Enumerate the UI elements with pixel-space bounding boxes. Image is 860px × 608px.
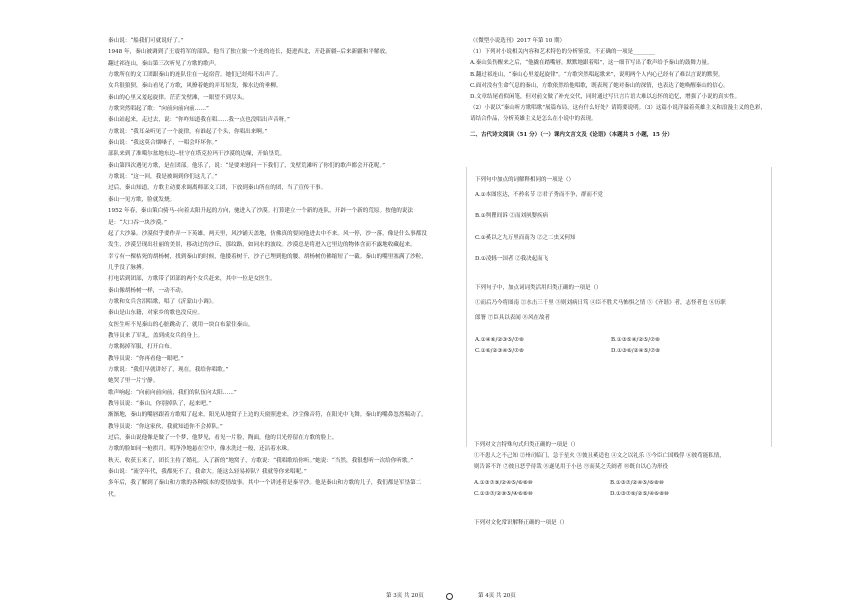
question-stem: （1）下列对小说相关内容和艺术特色的分析鉴赏，不正确的一项是________: [470, 49, 656, 56]
q2-option-c: C.①⑥/②③④⑤/⑦⑧: [475, 347, 524, 354]
story-line: 秦山是山东籍，对家乡的歌也没反应。: [108, 310, 204, 317]
question-box-1: [466, 167, 772, 447]
binding-circle-icon: [446, 593, 453, 600]
story-line: 部队来到了准噶尔盆地东边--驻守在塔克拉玛干沙漠的边缘，开始垦荒。: [108, 151, 286, 158]
story-line: 歌声响起：“向前向前向前，我们的队伍向太阳……”: [108, 389, 237, 396]
left-page-number: 第 3页 共 20页: [386, 593, 424, 599]
q3-items-line: ①不患人之不己知 ②州司临门，急于星火 ③彼且奚适也 ④文之以礼乐 ⑤今臣亡国贱俘 ⑥彼苟能私情，: [474, 453, 725, 460]
story-line: 秦山站起来，走过去，说：“你咋知道我在唱……我一点也没唱出声音呀。”: [108, 117, 290, 124]
story-line: 方歌突然唱起了歌：“向前向前向前……”: [108, 106, 209, 113]
q2-option-a: A.①④⑥/②③⑤/⑦⑧: [475, 336, 524, 343]
story-line: 多年后，我了解到了秦山和方歌的各种版本的爱情故事。其中一个讲述者是秦平沙。他是秦山和方歌的儿子，我们都是军垦第二代。: [108, 480, 422, 498]
story-line: 方歌所在的文工团跟秦山的连队住在一起宿营。她们已经唱不出声了。: [108, 72, 282, 79]
option-c: C.面对没有生命气息的秦山，方歌依然给他唱歌，既表现了她对秦山的深情，也表达了她唤醒秦山的信心。: [470, 82, 729, 89]
q2-items-line: ①而后乃今将图南 ②水击三千里 ③则刘病日笃 ④臣不胜犬马怖惧之情 ⑤《齐谐》者，志怪者也 ⑥历职: [475, 300, 726, 307]
story-line: 1952 年春，秦山策白骑马--向着太阳升起的方向，驰进入了沙漠。打算建立一个新的连队，开辟一个新的荒原。按他的说法是：“大口吞一块沙漠。”: [108, 208, 414, 226]
story-line: 秦山一见方歌，脸就发烧。: [108, 196, 176, 203]
q1-option-d: D.①凌轹一国者 ②我决起而飞: [475, 255, 549, 262]
q3-items-line: 则告诉不许 ⑦彼且恶乎待哉 ⑧遂见用于小邑 ⑨而莫之夭阏者 ⑩既自以心为形役: [474, 464, 668, 471]
story-line: 翻过祁连山，秦山第三次听见了方歌的歌声。: [108, 60, 220, 67]
q1-stem: 下列句中加点的词解释相同的一项是（）: [475, 177, 575, 183]
sub-questions: （2）小说以“秦山听方歌唱歌”展篇布局，这有什么好处？请简要说明。（3）这篇小说洋溢着英雄主义和浪漫主义的色彩，请结合作品，分析英雄主义是怎么在小说中的表现。: [470, 105, 766, 123]
q3-stem: 下列对文言特殊句式归类正确的一项是（）: [474, 442, 579, 448]
story-line: 渐渐地，秦山的嘴唇跟着方歌唱了起来。阳光从地窝子上边的天窗照进来，沙尘像音符，在阳光中飞舞。秦山的嘴鼻忽然喘动了。: [108, 412, 427, 419]
story-line: 女兵很狼狈，秦山看见了方歌，风撩着她的弄耳短发，像水边的垂柳。: [108, 83, 282, 90]
q3-option-c: C.①③⑦/②⑨⑤/④⑥⑧⑩: [474, 490, 533, 497]
story-line: 教导员说：“秦山，你别掉队了，起来吧。”: [108, 401, 212, 407]
q3-option-d: D.①③⑦⑨/②⑤/④⑥⑧⑩: [610, 490, 669, 497]
page-footer: [0, 589, 860, 603]
story-line: 方歌说：“这一回，我是被调到你们这儿了。”: [108, 174, 218, 181]
story-line: 教导员说：“你再看他一眼吧。”: [108, 355, 184, 362]
q1-option-c: C.①奚以之九万里而南为 ②之二虫又何知: [475, 234, 576, 241]
q1-option-b: B.①刿瞿间诉 ②而刘夙婴疾病: [475, 213, 548, 220]
q3-option-a: A.①③⑦⑨/②④⑤/⑥⑧⑩: [474, 479, 533, 486]
section-heading: 二、古代诗文阅读（51 分）（一）课内文言文及《论语》（本题共 5 小题，15 分）: [470, 131, 673, 138]
q3-block: [474, 440, 770, 529]
story-line: 秋天，收获玉米了，团长主持了婚礼。入了新的“地窝子，方歌说：“我唱歌给你听。”她说：“当然，我很想听一次给你听歌。”: [108, 457, 414, 464]
story-line: 方歌和女兵含泪唱歌，唱了《沂蒙山小调》。: [108, 298, 218, 305]
story-line: 1948 年，秦山被调到了王震将军的部队，他当了独立旅一个连的连长，挺进西北，开赴新疆--后来新疆和平解放。: [108, 49, 391, 56]
story-line: 方歌说：“我耳朵听见了一个旋律，有谁起了个头，你唱出来啊。”: [108, 128, 268, 135]
story-line: 过后，秦山知道，方歌主动要求调离师部文工团，下放到秦山所在的团，当了宣传干事。: [108, 185, 327, 192]
story-line: 秦山第四次遇见方歌，是在团部。他乐了，说：“是要来慰问一下我们了，戈壁荒滩听了你们的歌声都会开花呢。”: [108, 162, 386, 169]
story-line: 教导员来了军礼，盖到成女兵的身上。: [108, 332, 204, 339]
q2-option-d: D.①③⑥/②④⑤/⑦⑧: [611, 347, 661, 354]
q2-items-line: 郎署 ⑦臣具以表闻 ⑧风在故者: [475, 315, 550, 322]
story-line: 幸亏有一棵枯死的胡杨树，找到秦山的时候，他搂着树干，沙子已埋到他的腰。胡杨树仿佛缩短了一截。秦山的嘴里塞满了沙粒，几乎没了脉搏。: [108, 253, 427, 271]
right-column: [470, 36, 770, 141]
source-citation: （《微型小说选刊》2017 年第 10 期）: [470, 38, 565, 44]
story-line: 教导员说：“你这家伙，我就知道你不会掉队。”: [108, 423, 223, 430]
q1-option-a: A.①本图宦达，不矜名节 ②君子秀而不争，群而不党: [475, 192, 603, 199]
story-line: 方歌揭掉军服，打开白布。: [108, 344, 176, 351]
right-page-number: 第 4页 共 20页: [478, 593, 516, 599]
q3-option-b: B.①③⑦/②④⑤/⑥⑧⑩: [610, 479, 664, 486]
story-line: 秦山说：“我这莫合烟嗓子，一唱会吓坏你。”: [108, 140, 218, 147]
story-line: 秦山说：“船我们可就说好了。”: [108, 38, 184, 44]
story-line: 方歌的脸如同一枪拱月，明净净地悬在空中，像水洗过一般，还沾着水珠。: [108, 446, 293, 453]
story-line: 起了大沙暴。沙漠似乎要作弄一下英雄，两天里，风沙铺天盖地，仿佛真的要同他进去中不来。风一停，沙一落，像是什么事都没发生，沙漠呈现出壮丽的美景，移动过的沙丘，那纹路，如同水的波纹。沙漠总是将进入它里边的物体含而不露地收藏起来。: [108, 230, 427, 249]
story-line: 秦山的心里又羞起旋律。茫茫戈壁滩，一眼望不到尽头。: [108, 94, 248, 101]
option-a: A.秦山负伤醒来之后，“他撬在踏嘴唇，默默地跟着唱”，这一细节写出了歌声给予秦山的鼓舞力量。: [470, 60, 713, 67]
story-line: 打电话到团部，方歌带了团部的两个女兵赶来，其中一位是女医生。: [108, 276, 276, 283]
option-d: D.文章结尾看似闲笔，但对前文做了补充交代，同时通过写只言片语大难以忘怀的追忆，增强了小说的真实性。: [470, 94, 740, 101]
story-line: 秦山说：“流学年代，我都死不了，我命大。能这么轻易掉队？我就等你来唱呢。”: [108, 469, 307, 476]
option-b: B.翻过祁连山，“秦山心里羞起旋律”。“方歌突然唱起歌来”，说明两个人内心已经有了难以言说的默契。: [470, 71, 724, 78]
left-column: [108, 36, 432, 501]
story-line: 方歌说：“我们早就讲好了，现在，我给你唱歌。”: [108, 366, 229, 373]
q4-stem: 下列对文化常识解释正确的一项是（）: [474, 520, 568, 527]
q2-option-b: B.①③⑤④/②⑤/⑦⑧: [611, 336, 660, 343]
q2-stem: 下列句子中，加点词词类活用归类正确的一项是（）: [475, 285, 602, 292]
story-line: 她哭了里一片宁静。: [108, 378, 159, 385]
story-line: 秦山像胡杨树一样，一动不动。: [108, 287, 187, 294]
story-line: 女医生听不见秦山的心脏跳动了，就用一块白布蒙住秦山。: [108, 321, 254, 328]
story-line: 过后，秦山说他像是做了一个梦，他梦见，看见一片脸，陶面，他的目光停留在方歌的脸上。: [108, 435, 338, 442]
